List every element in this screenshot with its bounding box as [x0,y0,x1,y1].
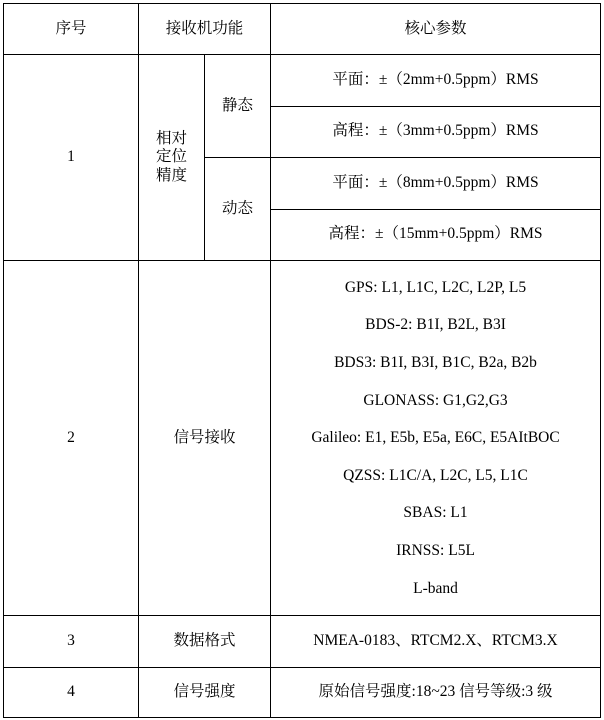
header-function: 接收机功能 [139,4,271,55]
table-row [4,55,601,107]
signal-item: BDS3: B1I, B3I, B1C, B2a, B2b [334,354,537,372]
table-row [4,261,601,616]
signal-item: GLONASS: G1,G2,G3 [363,391,508,409]
row1-function [139,55,205,261]
row1-function-line: 定位 [155,148,187,166]
row3-index: 3 [4,616,139,668]
row2-index: 2 [4,261,139,616]
signal-item: L-band [413,579,458,597]
table-row [4,616,601,668]
dynamic-height-accuracy: 高程：±（15mm+0.5ppm）RMS [271,209,601,261]
header-index: 序号 [4,4,139,55]
static-height-accuracy: 高程：±（3mm+0.5ppm）RMS [271,106,601,158]
header-row [4,4,601,55]
data-format-value: NMEA-0183、RTCM2.X、RTCM3.X [271,616,601,668]
row1-function-line: 精度 [155,166,187,184]
signal-item: IRNSS: L5L [396,541,475,559]
table-row [4,667,601,718]
dynamic-label: 动态 [205,158,271,261]
static-label: 静态 [205,55,271,158]
signal-item: SBAS: L1 [403,504,468,522]
row1-function-line: 相对 [155,129,187,147]
receiver-spec-table [3,3,601,718]
row4-index: 4 [4,667,139,718]
static-plane-accuracy: 平面：±（2mm+0.5ppm）RMS [271,55,601,107]
signal-item: GPS: L1, L1C, L2C, L2P, L5 [344,278,527,296]
header-params: 核心参数 [271,4,601,55]
row2-function: 信号接收 [139,261,271,616]
signal-item: QZSS: L1C/A, L2C, L5, L1C [343,466,528,484]
signal-item: Galileo: E1, E5b, E5a, E6C, E5AItBOC [311,429,560,447]
row4-function: 信号强度 [139,667,271,718]
row3-function: 数据格式 [139,616,271,668]
signal-item: BDS-2: B1I, B2L, B3I [365,316,506,334]
dynamic-plane-accuracy: 平面：±（8mm+0.5ppm）RMS [271,158,601,210]
row1-index: 1 [4,55,139,261]
signal-list [271,261,601,616]
signal-strength-value: 原始信号强度:18~23 信号等级:3 级 [271,667,601,718]
